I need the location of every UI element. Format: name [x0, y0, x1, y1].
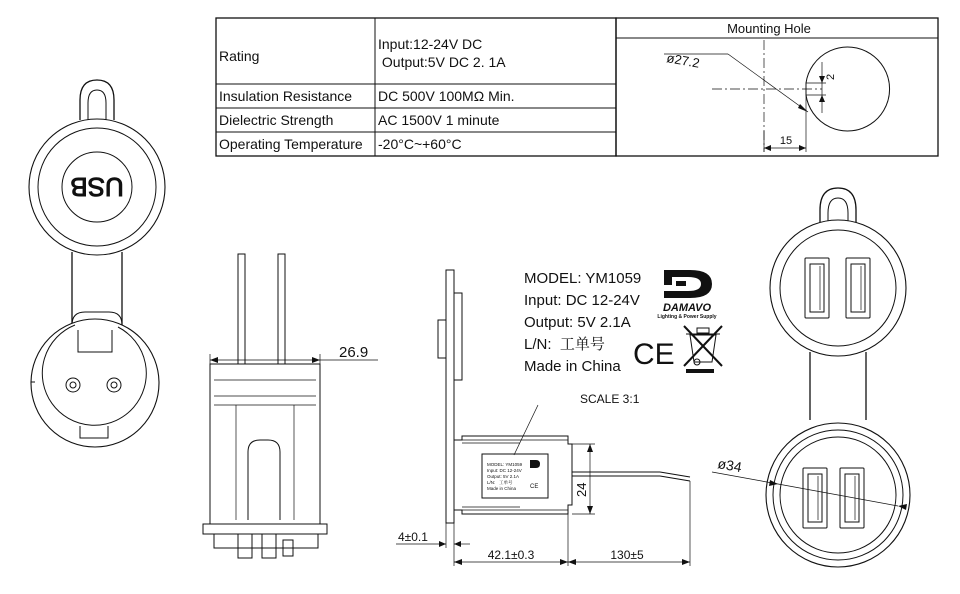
ce-mark: CE [633, 338, 675, 371]
small-label-output: Output: 5V 2.1A [487, 474, 520, 479]
weee-bin-icon [684, 326, 722, 373]
brand-name: DAMAVO [662, 302, 712, 314]
rating-label: Rating [219, 48, 260, 64]
label-ln: L/N: 工单号 [524, 336, 605, 353]
dim-length: 42.1±0.3 [487, 548, 535, 562]
small-label-model: MODEL: YM1059 [487, 462, 523, 467]
label-made-in: Made in China [524, 358, 621, 375]
insulation-label: Insulation Resistance [219, 88, 353, 104]
dielectric-label: Dielectric Strength [219, 112, 334, 128]
dielectric-value: AC 1500V 1 minute [378, 112, 500, 128]
label-output: Output: 5V 2.1A [524, 314, 631, 331]
mounting-flat-label: 2 [825, 73, 837, 80]
label-info [524, 270, 722, 375]
mounting-hole-box [616, 18, 938, 156]
small-label-ln: L/N: 工单号 [487, 480, 513, 485]
cap-usb-text: USB [70, 172, 124, 202]
top-view-with-cap [712, 188, 910, 567]
mounting-width-label: 15 [779, 135, 793, 147]
dim-24: 24 [574, 482, 589, 497]
temperature-value: -20°C~+60°C [378, 136, 462, 152]
scale-label: SCALE 3:1 [580, 392, 640, 406]
small-label-made-in: Made in China [487, 486, 517, 491]
side-view [203, 254, 378, 558]
front-view-with-cap [29, 80, 165, 447]
small-label-input: Input: DC 12-24V [487, 468, 522, 473]
dim-thickness: 4±0.1 [398, 530, 428, 544]
mounting-hole-outline [806, 47, 890, 131]
mounting-diameter-label: ø27.2 [665, 50, 701, 71]
spec-table [216, 18, 616, 156]
temperature-label: Operating Temperature [219, 136, 363, 152]
label-model: MODEL: YM1059 [524, 270, 642, 287]
damavo-logo [657, 270, 716, 320]
rating-input-value: Input:12-24V DC [378, 36, 483, 52]
small-ce-mark: CE [530, 484, 539, 490]
insulation-value: DC 500V 100MΩ Min. [378, 88, 515, 104]
brand-tagline: Lighting & Power Supply [657, 314, 717, 320]
mounting-hole-title: Mounting Hole [727, 21, 811, 36]
dim-wire-length: 130±5 [610, 548, 644, 562]
dim-diameter-34: ø34 [716, 455, 744, 476]
rating-output-value: Output:5V DC 2. 1A [378, 54, 506, 70]
dim-26-9: 26.9 [339, 344, 369, 361]
label-input: Input: DC 12-24V [524, 292, 640, 309]
